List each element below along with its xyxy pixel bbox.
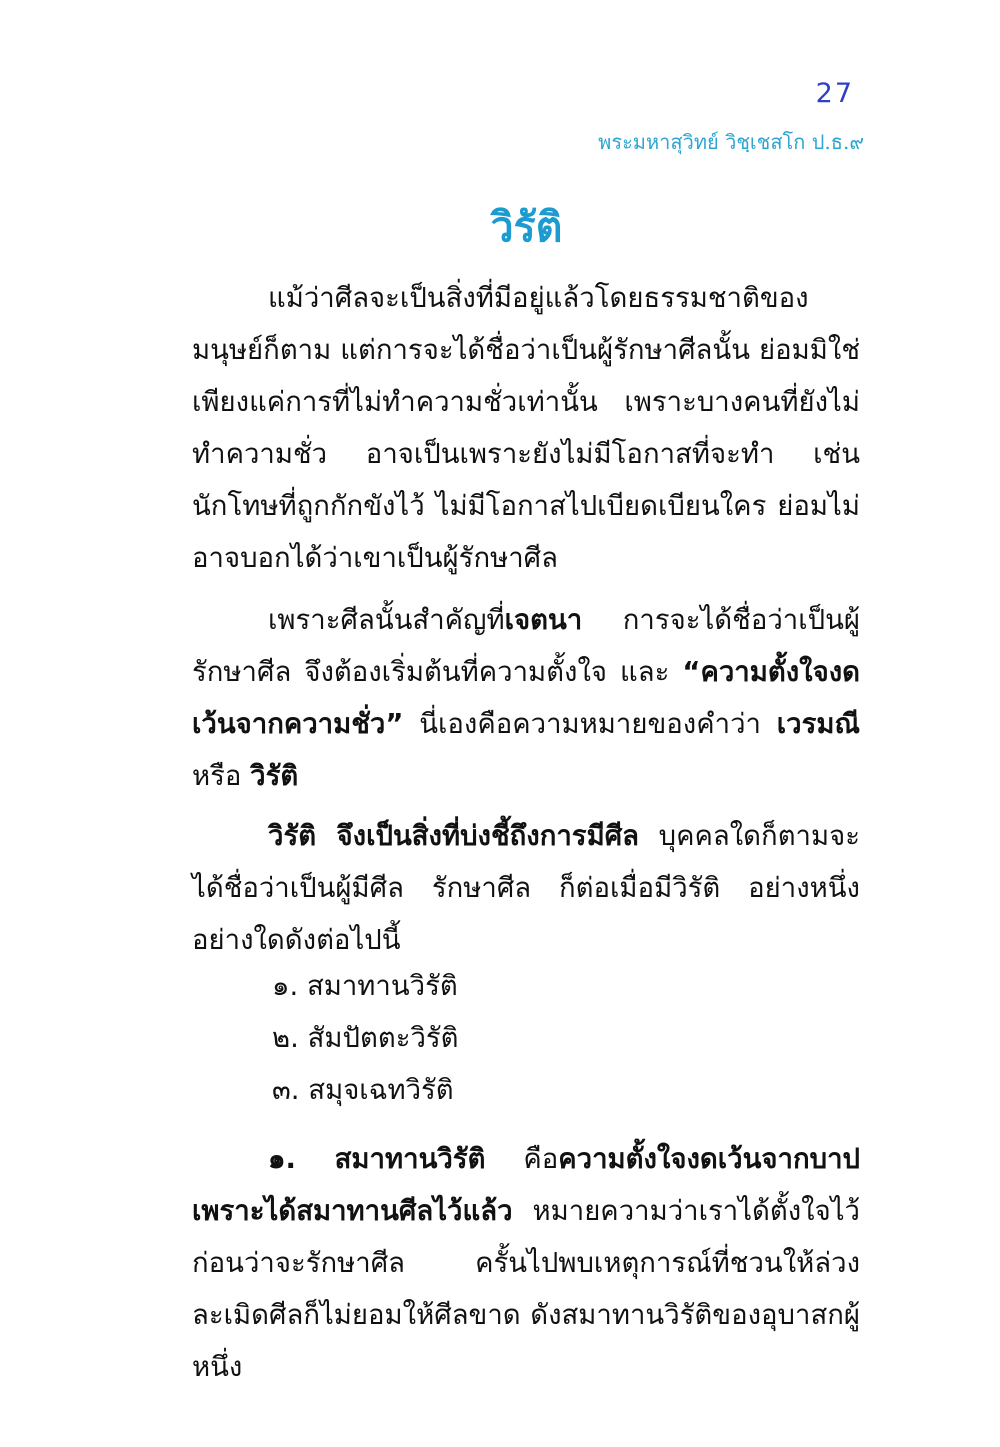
p4-bold-definition: ความตั้งใจงดเว้นจากบาปเพราะได้สมาทานศีลไว้แล้ว <box>192 1143 860 1227</box>
list-item: ๒. สัมปัตตะวิรัติ <box>272 1022 459 1054</box>
p4-text-2: หมายความว่าเราได้ตั้งใจไว้ก่อนว่าจะรักษาศีล ครั้นไปพบเหตุการณ์ที่ชวนให้ล่วงละเมิดศีลก็ไม่ยอมให้ศีลขาด ดังสมาทานวิรัติของอุบาสกผู้หนึ่ง <box>192 1195 860 1383</box>
p2-bold-veramani: เวรมณี <box>776 708 860 740</box>
p2-text-2: การจะได้ชื่อว่าเป็นผู้รักษาศีล จึงต้องเริ่มต้นที่ความตั้งใจ และ <box>192 604 860 688</box>
p2-bold-cetana: เจตนา <box>504 604 583 636</box>
p2-text-3: นี่เองคือความหมายของคำว่า <box>403 708 777 740</box>
paragraph-intention <box>192 594 860 802</box>
page-number: 27 <box>815 78 854 109</box>
p3-bold-heading: วิรัติ จึงเป็นสิ่งที่บ่งชี้ถึงการมีศีล <box>268 820 640 852</box>
p2-text-1: เพราะศีลนั้นสำคัญที่ <box>268 604 505 636</box>
p2-text-4: หรือ <box>192 760 251 792</box>
chapter-title: วิรัติ <box>490 203 563 251</box>
list-item: ๓. สมุจเฉทวิรัติ <box>272 1074 454 1106</box>
p3-text: บุคคลใดก็ตามจะได้ชื่อว่าเป็นผู้มีศีล รักษาศีล ก็ต่อเมื่อมีวิรัติ อย่างหนึ่งอย่างใดดังต่อไปนี้ <box>192 820 861 956</box>
paragraph-intro <box>192 272 860 584</box>
paragraph-samathana <box>192 1133 860 1393</box>
p2-bold-quote: “ความตั้งใจงดเว้นจากความชั่ว” <box>192 656 860 740</box>
p4-text-1: คือ <box>485 1143 559 1175</box>
paragraph-intro-text: แม้ว่าศีลจะเป็นสิ่งที่มีอยู่แล้วโดยธรรมชาติของมนุษย์ก็ตาม แต่การจะได้ชื่อว่าเป็นผู้รักษาศีลนั้น ย่อมมิใช่เพียงแค่การที่ไม่ทำความชั่วเท่านั้น เพราะบางคนที่ยังไม่ทำความชั่ว อาจเป็นเพราะยังไม่มีโอกาสที่จะทำ เช่น นักโทษที่ถูกกักขังไว้ ไม่มีโอกาสไปเบียดเบียนใคร ย่อมไม่อาจบอกได้ว่าเขาเป็นผู้รักษาศีล <box>192 282 860 574</box>
list-item: ๑. สมาทานวิรัติ <box>272 970 458 1002</box>
p2-bold-virati: วิรัติ <box>250 760 299 792</box>
p4-bold-heading: ๑. สมาทานวิรัติ <box>268 1143 486 1175</box>
virati-list <box>272 960 459 1116</box>
paragraph-virati-sign <box>192 810 860 966</box>
running-header: พระมหาสุวิทย์ วิชฺเชสโก ป.ธ.๙ <box>598 130 864 154</box>
